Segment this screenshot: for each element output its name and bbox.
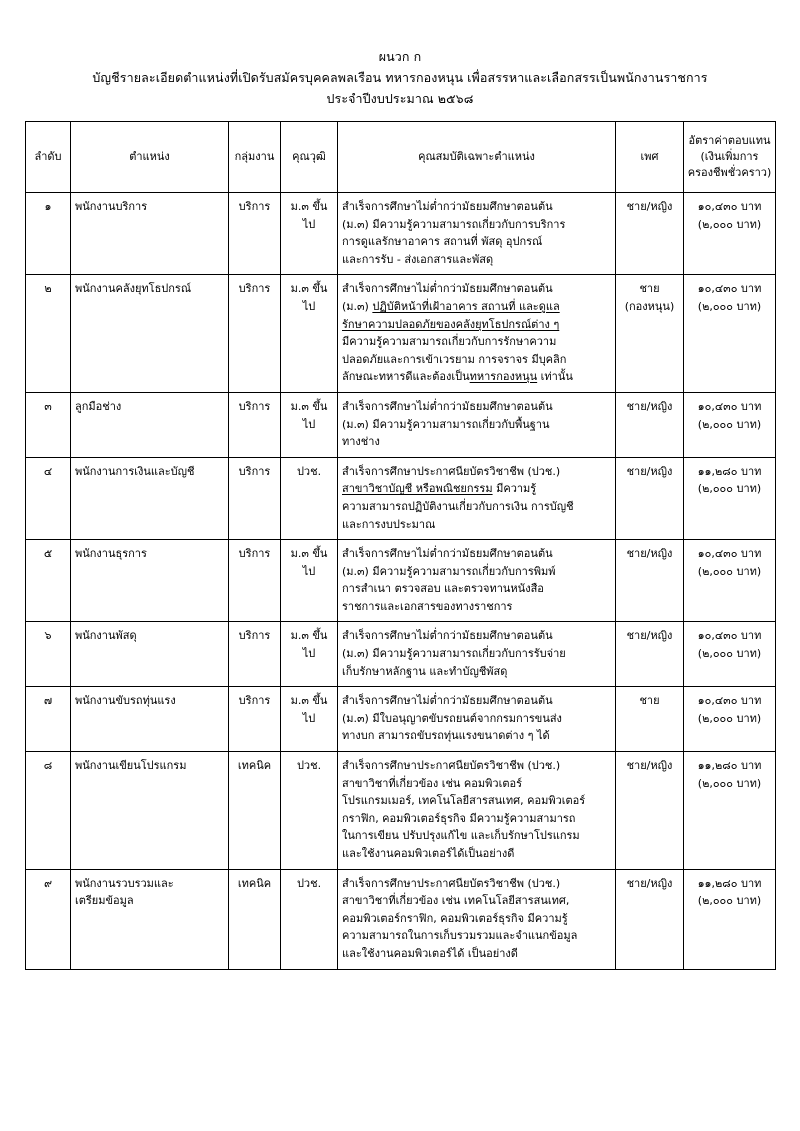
cell-order-number: ๖: [26, 622, 71, 687]
specific-qualification-line: ทางบก สามารถขับรถทุ่นแรงขนาดต่าง ๆ ได้: [342, 729, 550, 743]
cell-qualification: ปวช.: [281, 869, 338, 969]
cell-position-name: [71, 457, 229, 539]
specific-qualification-line: [342, 480, 611, 498]
table-body: [26, 193, 776, 970]
cell-qualification: ม.๓ ขึ้นไป: [281, 193, 338, 275]
cell-order-number: ๑: [26, 193, 71, 275]
table-row: [26, 193, 776, 275]
specific-qualification-line: (ม.๓) มีความรู้ความสามารถเกี่ยวกับการรับจ่าย: [342, 647, 566, 661]
cell-compensation-rate: [684, 457, 776, 539]
column-header-specific: คุณสมบัติเฉพาะตำแหน่ง: [338, 122, 616, 193]
cell-order-number: ๗: [26, 687, 71, 752]
cost-of-living-allowance: (๒,๐๐๐ บาท): [697, 417, 762, 431]
specific-qualification-line: (ม.๓) มีความรู้ความสามารถเกี่ยวกับการพิมพ์: [342, 564, 556, 578]
specific-qualification-line: (ม.๓) มีความรู้ความสามารถเกี่ยวกับการบริการ: [342, 217, 566, 231]
cell-qualification: ม.๓ ขึ้นไป: [281, 275, 338, 393]
cell-order-number: ๕: [26, 540, 71, 622]
document-heading: [0, 0, 800, 109]
specific-qualification-line: และใช้งานคอมพิวเตอร์ได้ เป็นอย่างดี: [342, 946, 518, 960]
underlined-text: ทหารกองหนุน: [469, 370, 538, 384]
cell-work-group: บริการ: [229, 687, 281, 752]
cell-order-number: ๙: [26, 869, 71, 969]
column-header-rate-line1: อัตราค่าตอบแทน: [688, 134, 771, 147]
cell-sex: [616, 687, 684, 752]
cell-work-group: บริการ: [229, 193, 281, 275]
table-row: [26, 540, 776, 622]
compensation-amount: ๑๐,๔๓๐ บาท: [697, 629, 762, 643]
cell-sex: [616, 275, 684, 393]
cell-work-group: บริการ: [229, 457, 281, 539]
document-title: บัญชีรายละเอียดตำแหน่งที่เปิดรับสมัครบุคคลพลเรือน ทหารกองหนุน เพื่อสรรหาและเลือกสรรเป็นพนักงานราชการ: [92, 70, 708, 85]
cell-order-number: ๔: [26, 457, 71, 539]
cost-of-living-allowance: (๒,๐๐๐ บาท): [697, 647, 762, 661]
position-table: [25, 121, 776, 970]
specific-qualification-line: สำเร็จการศึกษาไม่ต่ำกว่ามัธยมศึกษาตอนต้น: [342, 629, 553, 643]
compensation-amount: ๑๑,๒๘๐ บาท: [697, 464, 762, 478]
cell-work-group: บริการ: [229, 275, 281, 393]
table-row: [26, 752, 776, 870]
sex-value: ชาย/หญิง: [626, 464, 673, 478]
compensation-amount: ๑๐,๔๓๐ บาท: [697, 547, 762, 561]
cell-compensation-rate: [684, 687, 776, 752]
sex-value: ชาย: [639, 282, 660, 296]
cell-sex: [616, 622, 684, 687]
table-row: [26, 275, 776, 393]
fiscal-year: ประจำปีงบประมาณ ๒๕๖๘: [326, 91, 474, 106]
cell-compensation-rate: [684, 275, 776, 393]
annex-label: ผนวก ก: [378, 49, 422, 64]
specific-qualification-line: สำเร็จการศึกษาไม่ต่ำกว่ามัธยมศึกษาตอนต้น: [342, 547, 553, 561]
position-name-line: พนักงานพัสดุ: [75, 629, 137, 643]
specific-qualification-line: สำเร็จการศึกษาไม่ต่ำกว่ามัธยมศึกษาตอนต้น: [342, 399, 553, 413]
specific-qualification-line: ความสามารถในการเก็บรวมรวมและจำแนกข้อมูล: [342, 929, 578, 943]
position-name-line: พนักงานการเงินและบัญชี: [75, 464, 195, 478]
cell-sex: [616, 457, 684, 539]
specific-qualification-line: สำเร็จการศึกษาประกาศนียบัตรวิชาชีพ (ปวช.): [342, 876, 561, 890]
specific-qualification-line: (ม.๓) มีความรู้ความสามารถเกี่ยวกับพื้นฐาน: [342, 417, 550, 431]
table-row: [26, 869, 776, 969]
table-row: [26, 392, 776, 457]
cell-sex: [616, 392, 684, 457]
specific-qualification-line: ราชการและเอกสารของทางราชการ: [342, 599, 513, 613]
cost-of-living-allowance: (๒,๐๐๐ บาท): [697, 564, 762, 578]
specific-qualification-line: สาขาวิชาที่เกี่ยวข้อง เช่น คอมพิวเตอร์: [342, 776, 522, 790]
cell-position-name: [71, 392, 229, 457]
column-header-no: ลำดับ: [26, 122, 71, 193]
cost-of-living-allowance: (๒,๐๐๐ บาท): [697, 217, 762, 231]
cell-order-number: ๓: [26, 392, 71, 457]
specific-qualification-line: และการรับ - ส่งเอกสารและพัสดุ: [342, 252, 494, 266]
specific-qualification-line: ในการเขียน ปรับปรุงแก้ไข และเก็บรักษาโปรแกรม: [342, 829, 580, 843]
position-name-line: พนักงานคลังยุทโธปกรณ์: [75, 282, 192, 296]
specific-qualification-line: [342, 298, 611, 316]
specific-qualification-line: คอมพิวเตอร์กราฟิก, คอมพิวเตอร์ธุรกิจ มีความรู้: [342, 911, 568, 925]
underlined-text: รักษาความปลอดภัยของคลังยุทโธปกรณ์ต่าง ๆ: [342, 317, 560, 331]
cell-compensation-rate: [684, 392, 776, 457]
column-header-position: ตำแหน่ง: [71, 122, 229, 193]
cell-position-name: [71, 752, 229, 870]
position-name-line: เตรียมข้อมูล: [75, 894, 134, 908]
sex-value: ชาย/หญิง: [626, 629, 673, 643]
specific-qualification-line: [342, 368, 611, 386]
specific-qualification-line: สาขาวิชาที่เกี่ยวข้อง เช่น เทคโนโลยีสารสนเทศ,: [342, 894, 570, 908]
cost-of-living-allowance: (๒,๐๐๐ บาท): [697, 894, 762, 908]
specific-qualification-line: สำเร็จการศึกษาไม่ต่ำกว่ามัธยมศึกษาตอนต้น: [342, 694, 553, 708]
cell-sex: [616, 193, 684, 275]
specific-qualification-line: กราฟิก, คอมพิวเตอร์ธุรกิจ มีความรู้ความสามารถ: [342, 811, 576, 825]
cell-specific-qualifications: [338, 687, 616, 752]
cell-qualification: ปวช.: [281, 457, 338, 539]
cell-order-number: ๒: [26, 275, 71, 393]
cell-compensation-rate: [684, 752, 776, 870]
plain-text: เท่านั้น: [537, 370, 573, 384]
cell-specific-qualifications: [338, 869, 616, 969]
column-header-rate-line2: (เงินเพิ่มการ: [700, 150, 759, 163]
compensation-amount: ๑๐,๔๓๐ บาท: [697, 200, 762, 213]
specific-qualification-line: และใช้งานคอมพิวเตอร์ได้เป็นอย่างดี: [342, 847, 515, 860]
cell-qualification: ม.๓ ขึ้นไป: [281, 622, 338, 687]
specific-qualification-line: (ม.๓) มีใบอนุญาตขับรถยนต์จากกรมการขนส่ง: [342, 711, 562, 725]
position-name-line: พนักงานธุรการ: [75, 547, 147, 561]
cell-qualification: ปวช.: [281, 752, 338, 870]
column-header-rate: [684, 122, 776, 193]
sex-note: (กองหนุน): [624, 299, 675, 313]
cell-position-name: [71, 622, 229, 687]
table-header-row: [26, 122, 776, 193]
cell-position-name: [71, 869, 229, 969]
cell-compensation-rate: [684, 193, 776, 275]
specific-qualification-line: ทางช่าง: [342, 435, 380, 449]
table-row: [26, 457, 776, 539]
compensation-amount: ๑๑,๒๘๐ บาท: [697, 759, 762, 773]
specific-qualification-line: [342, 316, 611, 334]
cell-qualification: ม.๓ ขึ้นไป: [281, 540, 338, 622]
cell-specific-qualifications: [338, 193, 616, 275]
cell-specific-qualifications: [338, 392, 616, 457]
cell-work-group: เทคนิค: [229, 752, 281, 870]
cell-work-group: บริการ: [229, 392, 281, 457]
position-name-line: พนักงานเขียนโปรแกรม: [75, 759, 187, 773]
cell-specific-qualifications: [338, 540, 616, 622]
plain-text: มีความรู้: [492, 482, 537, 496]
sex-value: ชาย/หญิง: [626, 547, 673, 561]
cell-work-group: เทคนิค: [229, 869, 281, 969]
column-header-group: กลุ่มงาน: [229, 122, 281, 193]
cell-qualification: ม.๓ ขึ้นไป: [281, 392, 338, 457]
cell-compensation-rate: [684, 622, 776, 687]
cell-specific-qualifications: [338, 457, 616, 539]
specific-qualification-line: สำเร็จการศึกษาประกาศนียบัตรวิชาชีพ (ปวช.): [342, 464, 561, 478]
cell-position-name: [71, 193, 229, 275]
column-header-sex: เพศ: [616, 122, 684, 193]
specific-qualification-line: สำเร็จการศึกษาประกาศนียบัตรวิชาชีพ (ปวช.): [342, 759, 561, 773]
table-header: [26, 122, 776, 193]
position-name-line: ลูกมือช่าง: [75, 399, 122, 413]
cost-of-living-allowance: (๒,๐๐๐ บาท): [697, 776, 762, 790]
specific-qualification-line: มีความรู้ความสามารถเกี่ยวกับการรักษาความ: [342, 335, 557, 349]
position-name-line: พนักงานรวบรวมและ: [75, 876, 174, 890]
table-row: [26, 622, 776, 687]
cost-of-living-allowance: (๒,๐๐๐ บาท): [697, 299, 762, 313]
column-header-rate-line3: ครองชีพชั่วคราว): [687, 166, 772, 179]
plain-text: (ม.๓): [342, 299, 373, 313]
compensation-amount: ๑๐,๔๓๐ บาท: [697, 282, 762, 296]
compensation-amount: ๑๑,๒๘๐ บาท: [697, 876, 762, 890]
cell-work-group: บริการ: [229, 622, 281, 687]
position-table-container: [25, 121, 775, 970]
sex-value: ชาย/หญิง: [626, 200, 673, 213]
cell-specific-qualifications: [338, 752, 616, 870]
plain-text: ลักษณะทหารดีและต้องเป็น: [342, 370, 470, 384]
cell-position-name: [71, 540, 229, 622]
specific-qualification-line: สำเร็จการศึกษาไม่ต่ำกว่ามัธยมศึกษาตอนต้น: [342, 282, 553, 296]
cell-sex: [616, 752, 684, 870]
sex-value: ชาย/หญิง: [626, 399, 673, 413]
cell-qualification: ม.๓ ขึ้นไป: [281, 687, 338, 752]
cell-position-name: [71, 687, 229, 752]
cell-position-name: [71, 275, 229, 393]
cell-compensation-rate: [684, 869, 776, 969]
specific-qualification-line: โปรแกรมเมอร์, เทคโนโลยีสารสนเทศ, คอมพิวเตอร์: [342, 794, 586, 808]
cell-compensation-rate: [684, 540, 776, 622]
specific-qualification-line: และการงบประมาณ: [342, 517, 436, 531]
sex-value: ชาย: [639, 694, 660, 708]
underlined-text: ปฏิบัติหน้าที่เฝ้าอาคาร สถานที่ และดูแล: [372, 299, 560, 313]
cell-order-number: ๘: [26, 752, 71, 870]
underlined-text: สาขาวิชาบัญชี หรือพณิชยกรรม: [342, 482, 493, 496]
compensation-amount: ๑๐,๔๓๐ บาท: [697, 694, 762, 708]
cell-sex: [616, 540, 684, 622]
specific-qualification-line: การสำเนา ตรวจสอบ และตรวจทานหนังสือ: [342, 582, 544, 596]
position-name-line: พนักงานขับรถทุ่นแรง: [75, 694, 176, 708]
compensation-amount: ๑๐,๔๓๐ บาท: [697, 399, 762, 413]
specific-qualification-line: ความสามารถปฏิบัติงานเกี่ยวกับการเงิน การบัญชี: [342, 499, 574, 513]
specific-qualification-line: ปลอดภัยและการเข้าเวรยาม การจราจร มีบุคลิก: [342, 352, 567, 366]
table-row: [26, 687, 776, 752]
cell-specific-qualifications: [338, 622, 616, 687]
cell-work-group: บริการ: [229, 540, 281, 622]
cell-specific-qualifications: [338, 275, 616, 393]
specific-qualification-line: การดูแลรักษาอาคาร สถานที่ พัสดุ อุปกรณ์: [342, 235, 543, 249]
column-header-qualification: คุณวุฒิ: [281, 122, 338, 193]
specific-qualification-line: สำเร็จการศึกษาไม่ต่ำกว่ามัธยมศึกษาตอนต้น: [342, 200, 553, 213]
position-name-line: พนักงานบริการ: [75, 200, 148, 213]
cost-of-living-allowance: (๒,๐๐๐ บาท): [697, 482, 762, 496]
sex-value: ชาย/หญิง: [626, 876, 673, 890]
sex-value: ชาย/หญิง: [626, 759, 673, 773]
cost-of-living-allowance: (๒,๐๐๐ บาท): [697, 711, 762, 725]
cell-sex: [616, 869, 684, 969]
specific-qualification-line: เก็บรักษาหลักฐาน และทำบัญชีพัสดุ: [342, 664, 508, 678]
